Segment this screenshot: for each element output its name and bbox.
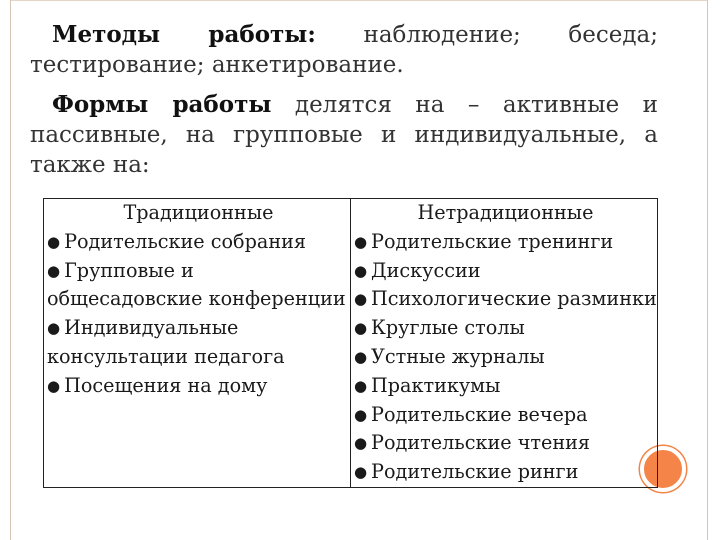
list-item-text: Устные журналы: [371, 344, 545, 368]
list-item: [47, 257, 350, 315]
list-item-text: Родительские чтения: [371, 431, 591, 455]
list-item: [47, 372, 350, 401]
bullet-icon: ●: [353, 261, 368, 280]
traditional-list: [47, 228, 350, 401]
list-item: [354, 458, 657, 487]
methods-label: Методы работы:: [52, 21, 316, 48]
bullet-icon: ●: [353, 434, 368, 453]
list-item-text: Родительские вечера: [371, 402, 588, 426]
list-item: [354, 228, 657, 257]
nontraditional-list: [354, 228, 657, 487]
list-item: [354, 429, 657, 458]
slide-frame-left: [10, 0, 11, 540]
table-row: [44, 228, 658, 488]
bullet-icon: ●: [47, 376, 61, 395]
forms-text: делятся на – активные и пассивные, на групповые и индивидуальные, а также на:: [30, 92, 659, 178]
list-item: [354, 257, 657, 286]
forms-paragraph: [30, 90, 658, 180]
methods-text: наблюдение; беседа; тестирование; анкетирование.: [30, 22, 658, 78]
list-item: [47, 228, 350, 257]
methods-paragraph: [30, 20, 658, 80]
list-item: [354, 285, 657, 314]
table-header-row: [44, 199, 658, 228]
list-item: [354, 372, 657, 401]
bullet-icon: ●: [47, 261, 61, 280]
bullet-icon: ●: [353, 347, 368, 366]
list-item: [47, 314, 350, 372]
list-item-text: Индивидуальные консультации педагога: [47, 316, 285, 368]
list-item-text: Групповые и общесадовские конференции: [47, 258, 346, 311]
slide-frame-top: [10, 0, 708, 1]
column-header-traditional: Традиционные: [44, 199, 351, 228]
list-item: [354, 314, 657, 343]
bullet-icon: ●: [353, 319, 368, 338]
bullet-icon: ●: [353, 463, 368, 482]
list-item-text: Круглые столы: [371, 316, 525, 340]
list-item-text: Дискуссии: [371, 258, 481, 282]
bullet-icon: ●: [353, 405, 368, 424]
bullet-icon: ●: [47, 232, 61, 251]
bullet-icon: ●: [353, 290, 368, 309]
bullet-icon: ●: [353, 232, 368, 251]
list-item-text: Посещения на дому: [64, 373, 268, 397]
list-item-text: Родительские тренинги: [371, 229, 614, 253]
list-item-text: Практикумы: [371, 373, 501, 397]
forms-table: [43, 198, 658, 488]
traditional-cell: [44, 228, 351, 488]
forms-label: Формы работы: [52, 91, 272, 118]
list-item-text: Родительские собрания: [64, 229, 306, 253]
list-item-text: Психологические разминки: [371, 287, 657, 311]
nontraditional-cell: [350, 228, 657, 488]
bullet-icon: ●: [353, 376, 368, 395]
slide-frame-right: [707, 0, 708, 540]
list-item: [354, 343, 657, 372]
bullet-icon: ●: [47, 319, 61, 338]
list-item: [354, 401, 657, 430]
list-item-text: Родительские ринги: [371, 460, 579, 484]
column-header-nontraditional: Нетрадиционные: [350, 199, 657, 228]
